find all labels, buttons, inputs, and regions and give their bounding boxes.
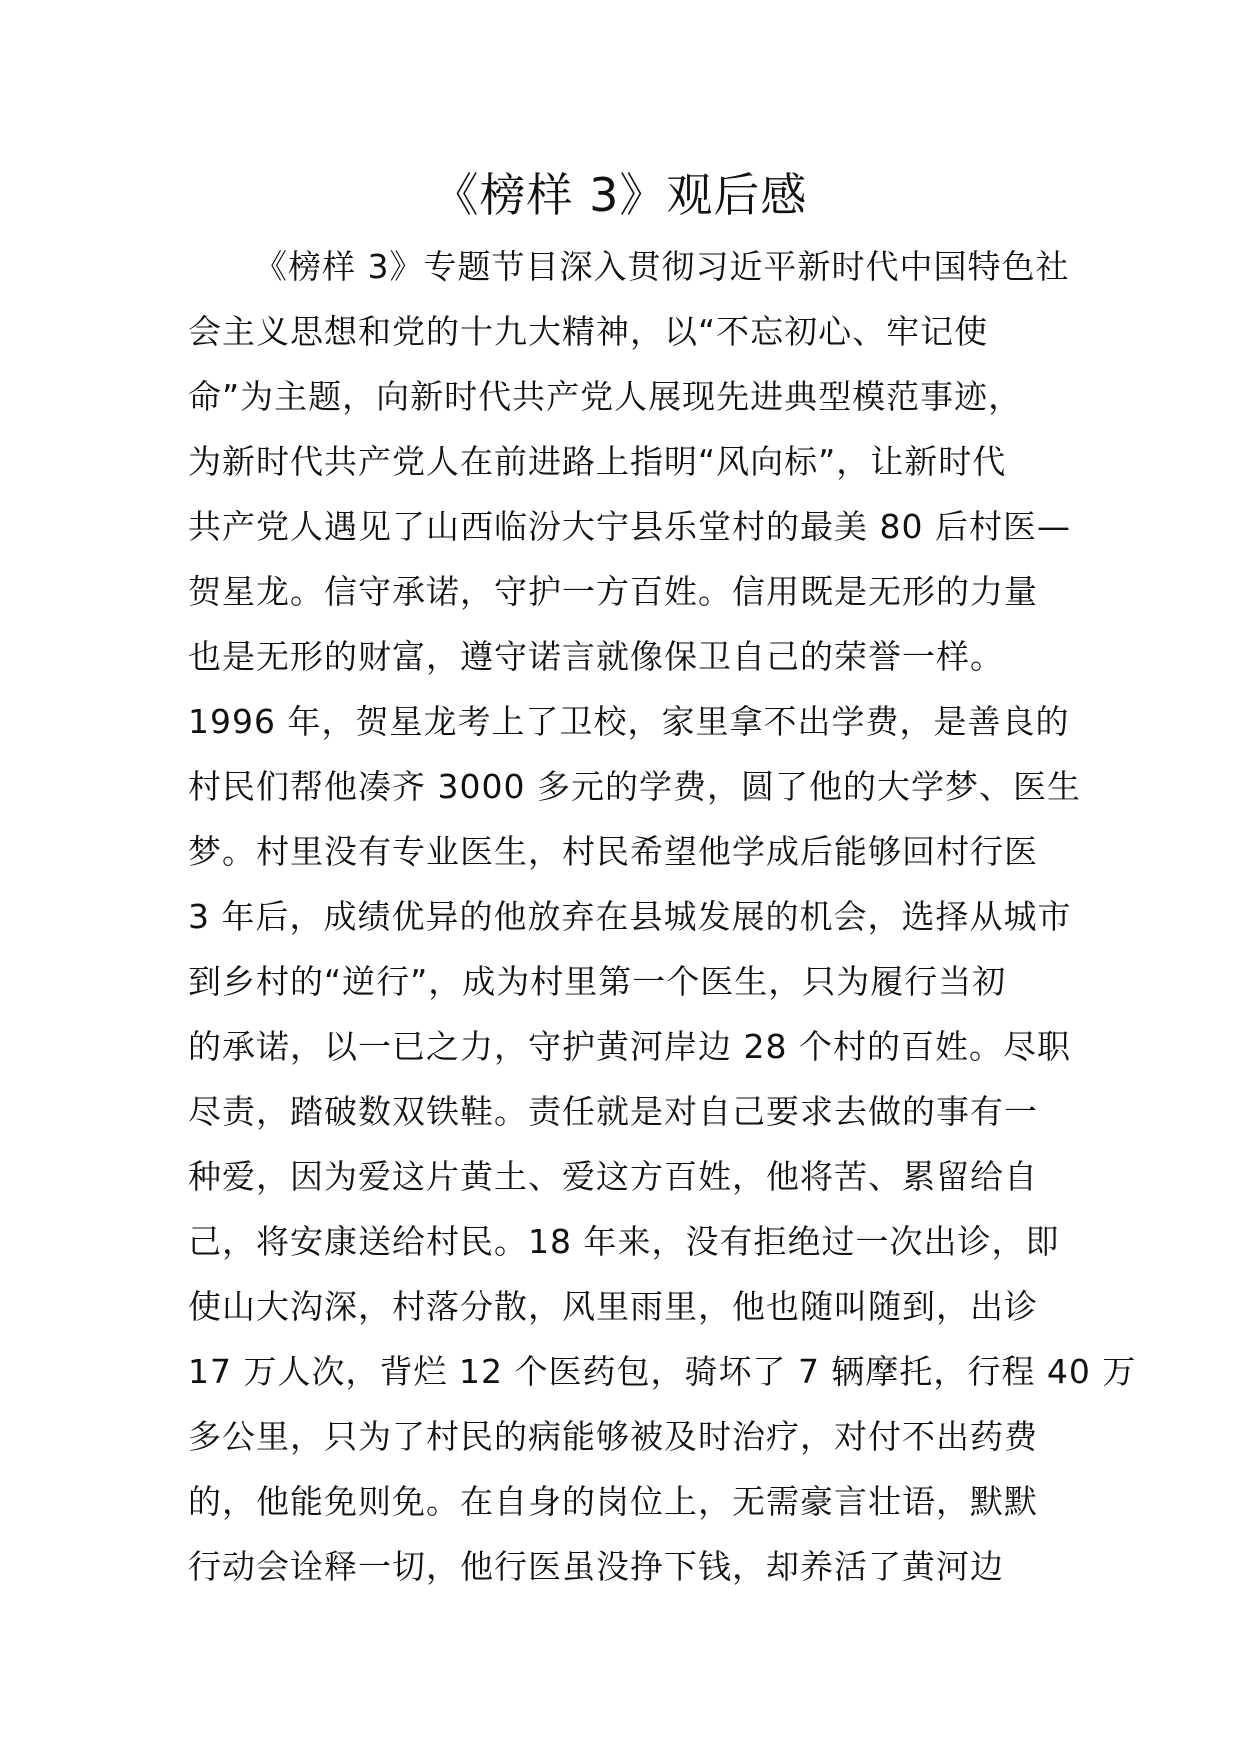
body-line: 也是无形的财富，遵守诺言就像保卫自己的荣誉一样。: [188, 637, 1004, 676]
body-line: 贺星龙。信守承诺，守护一方百姓。信用既是无形的力量: [188, 572, 1038, 611]
body-line: 共产党人遇见了山西临汾大宁县乐堂村的最美 80 后村医—: [188, 507, 1071, 546]
body-line: 的，他能免则免。在自身的岗位上，无需豪言壮语，默默: [188, 1482, 1038, 1521]
body-line: 17 万人次，背烂 12 个医药包，骑坏了 7 辆摩托，行程 40 万: [188, 1352, 1137, 1391]
body-line: 的承诺，以一已之力，守护黄河岸边 28 个村的百姓。尽职: [188, 1027, 1071, 1066]
body-line: 种爱，因为爱这片黄土、爱这方百姓，他将苦、累留给自: [188, 1157, 1038, 1196]
body-line: 行动会诠释一切，他行医虽没挣下钱，却养活了黄河边: [188, 1547, 1004, 1586]
body-line: 己，将安康送给村民。18 年来，没有拒绝过一次出诊，即: [188, 1222, 1060, 1261]
body-line: 村民们帮他凑齐 3000 多元的学费，圆了他的大学梦、医生: [188, 767, 1081, 806]
body-line: 1996 年，贺星龙考上了卫校，家里拿不出学费，是善良的: [188, 702, 1070, 741]
body-line: 命”为主题，向新时代共产党人展现先进典型模范事迹，: [188, 377, 1023, 416]
body-line: 《榜样 3》专题节目深入贯彻习近平新时代中国特色社: [254, 247, 1070, 286]
body-line: 到乡村的“逆行”，成为村里第一个医生，只为履行当初: [188, 962, 1007, 1001]
body-line: 多公里，只为了村民的病能够被及时治疗，对付不出药费: [188, 1417, 1038, 1456]
body-line: 会主义思想和党的十九大精神，以“不忘初心、牢记使: [188, 312, 989, 351]
document-body: [188, 234, 1137, 1599]
body-line: 尽责，踏破数双铁鞋。责任就是对自己要求去做的事有一: [188, 1092, 1038, 1131]
body-line: 3 年后，成绩优异的他放弃在县城发展的机会，选择从城市: [188, 897, 1072, 936]
document-title: 《榜样 3》观后感: [432, 168, 808, 222]
body-line: 梦。村里没有专业医生，村民希望他学成后能够回村行医: [188, 832, 1038, 871]
body-line: 为新时代共产党人在前进路上指明“风向标”，让新时代: [188, 442, 1007, 481]
body-line: 使山大沟深，村落分散，风里雨里，他也随叫随到，出诊: [188, 1287, 1038, 1326]
